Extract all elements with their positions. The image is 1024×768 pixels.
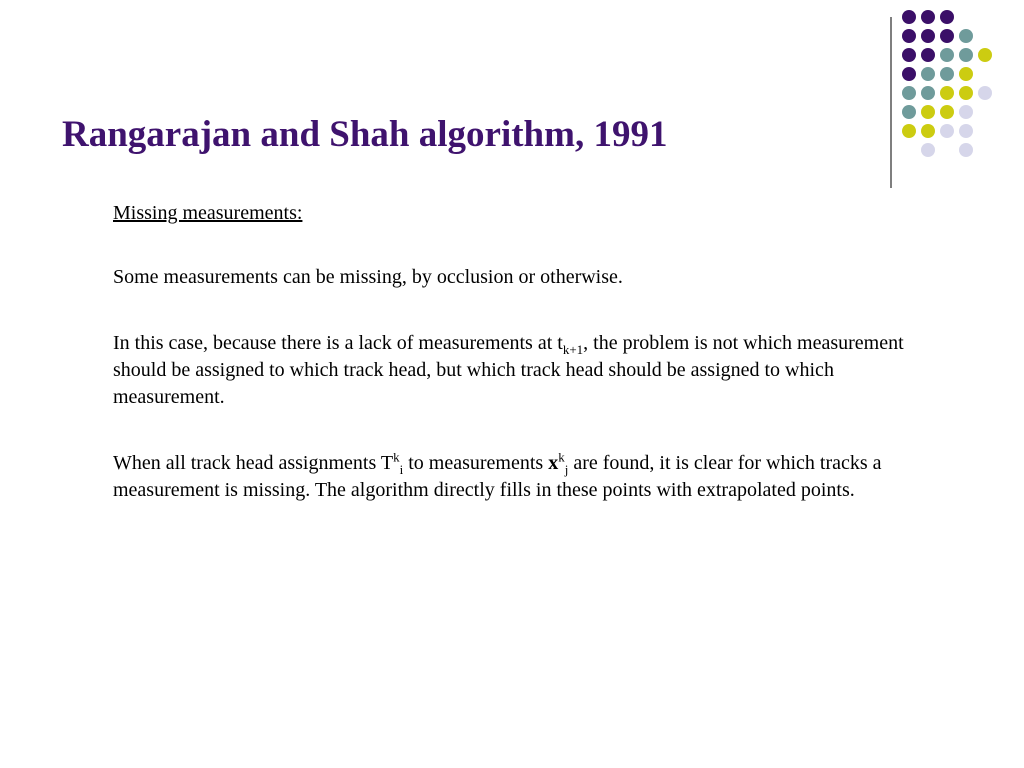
decorative-dot xyxy=(921,29,935,43)
decorative-dot xyxy=(940,10,954,24)
para2-text-before: In this case, because there is a lack of measurements at t xyxy=(113,332,563,354)
slide-body xyxy=(113,200,933,501)
para3-bold-x: x xyxy=(548,452,559,474)
para3-sub-2: j xyxy=(564,462,569,477)
decorative-dot xyxy=(902,48,916,62)
para2-subscript: k+1 xyxy=(562,342,584,357)
decorative-dot xyxy=(940,86,954,100)
decorative-dot xyxy=(940,67,954,81)
decorative-dot xyxy=(959,105,973,119)
decorative-dot xyxy=(902,10,916,24)
decorative-dot xyxy=(978,86,992,100)
paragraph-missing: Some measurements can be missing, by occlusion or otherwise. xyxy=(113,266,623,288)
decorative-dot xyxy=(921,124,935,138)
decorative-dot xyxy=(959,143,973,157)
decorative-dot xyxy=(940,124,954,138)
decorative-dot xyxy=(978,48,992,62)
section-heading: Missing measurements: xyxy=(113,202,303,224)
decorative-dot xyxy=(959,29,973,43)
decorative-dot xyxy=(902,67,916,81)
slide-title: Rangarajan and Shah algorithm, 1991 xyxy=(62,114,668,155)
decorative-dot xyxy=(921,48,935,62)
decorative-dot xyxy=(902,124,916,138)
paragraph-lack-of-measurements xyxy=(113,330,933,411)
title-divider xyxy=(890,17,892,188)
decorative-dot xyxy=(940,105,954,119)
para3-sub-1: i xyxy=(399,462,404,477)
decorative-dot xyxy=(921,143,935,157)
para2-text-after: , the problem is not which measurement should be assigned to which track head, but which track head should be assigned to which measurement. xyxy=(113,332,904,408)
decorative-dot xyxy=(959,67,973,81)
para3-text-3: are found, it is clear for which tracks a measurement is missing. The algorithm directly fills in these points with extrapolated points. xyxy=(113,452,882,501)
para3-sup-1: k xyxy=(393,449,400,465)
decorative-dot xyxy=(921,10,935,24)
decorative-dot xyxy=(921,105,935,119)
para3-sup-2: k xyxy=(558,449,565,465)
decorative-dot xyxy=(940,29,954,43)
decorative-dot xyxy=(959,48,973,62)
paragraph-assignments xyxy=(113,450,933,504)
decorative-dot xyxy=(902,105,916,119)
decorative-dot xyxy=(902,86,916,100)
para3-text-2: to measurements xyxy=(403,452,549,474)
para3-text-1: When all track head assignments T xyxy=(113,452,394,474)
decorative-dot-grid xyxy=(902,10,1012,170)
decorative-dot xyxy=(902,29,916,43)
decorative-dot xyxy=(959,86,973,100)
decorative-dot xyxy=(940,48,954,62)
decorative-dot xyxy=(959,124,973,138)
decorative-dot xyxy=(921,67,935,81)
decorative-dot xyxy=(921,86,935,100)
